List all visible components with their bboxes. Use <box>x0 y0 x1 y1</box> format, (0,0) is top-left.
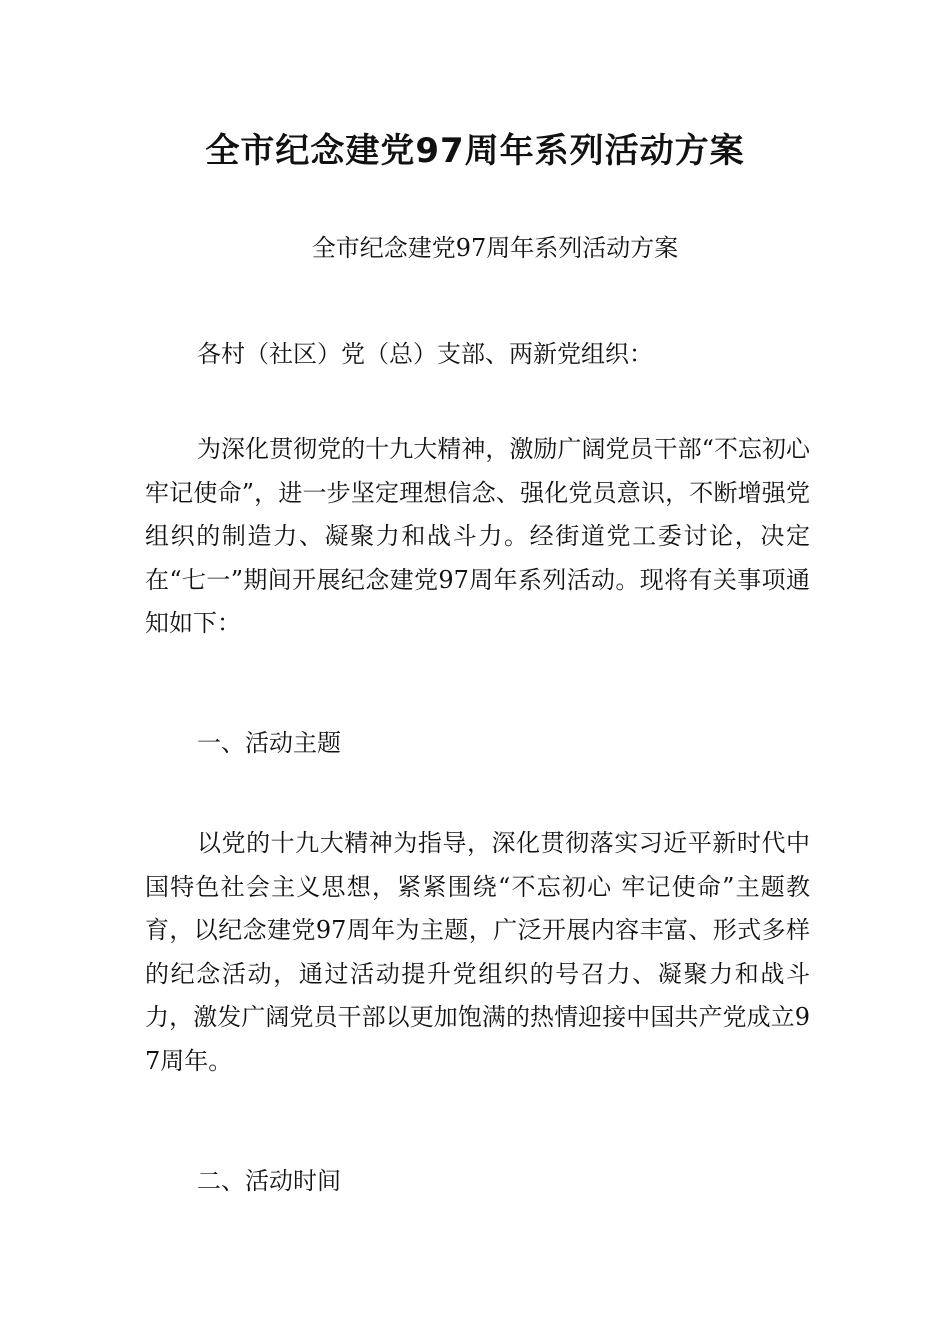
section-heading-time: 二、活动时间 <box>197 1167 341 1195</box>
salutation-paragraph: 各村（社区）党（总）支部、两新党组织： <box>197 340 653 368</box>
document-subtitle: 全市纪念建党97周年系列活动方案 <box>311 234 679 262</box>
section-heading-theme: 一、活动主题 <box>197 729 341 757</box>
intro-paragraph: 为深化贯彻党的十九大精神，激励广阔党员干部“不忘初心 牢记使命”，进一步坚定理想信念、强化党员意识，不断增强党组织的制造力、凝聚力和战斗力。经街道党工委讨论，决定在“七一”期间开展纪念建党97周年系列活动。现将有关事项通知如下： <box>145 435 810 637</box>
document-title: 全市纪念建党97周年系列活动方案 <box>205 131 745 171</box>
theme-paragraph: 以党的十九大精神为指导，深化贯彻落实习近平新时代中国特色社会主义思想，紧紧围绕“不忘初心 牢记使命”主题教育，以纪念建党97周年为主题，广泛开展内容丰富、形式多样的纪念活动，通过活动提升党组织的号召力、凝聚力和战斗力，激发广阔党员干部以更加饱满的热情迎接中国共产党成立97周年。 <box>145 829 810 1075</box>
